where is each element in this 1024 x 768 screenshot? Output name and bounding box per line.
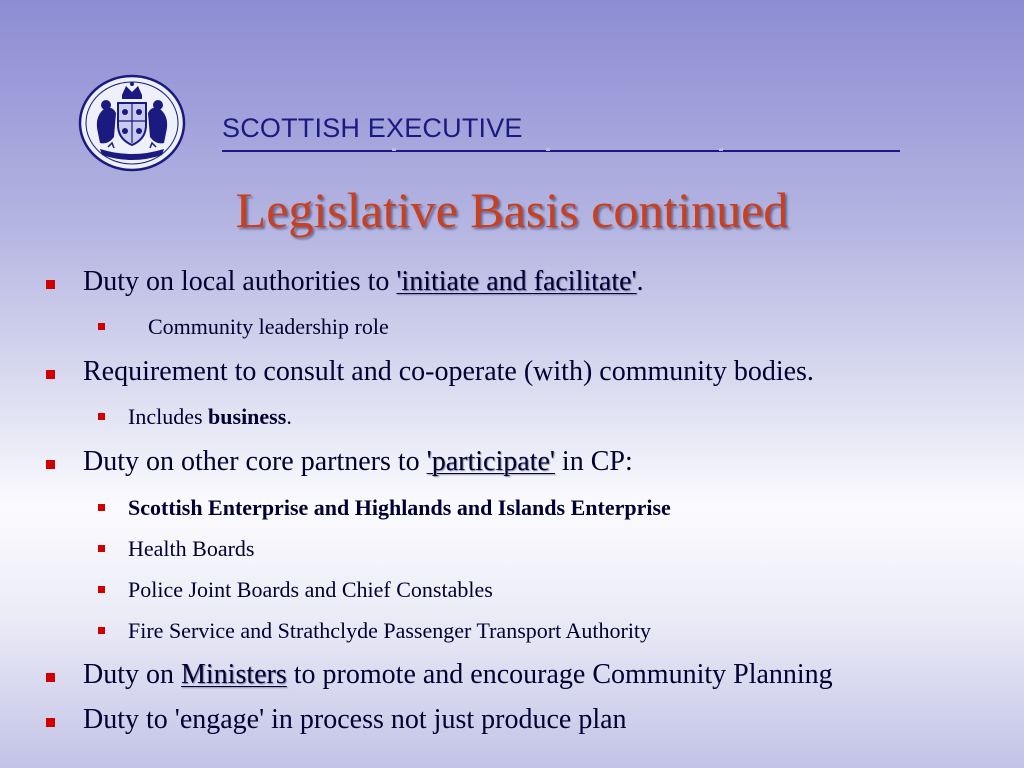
sub-bullet-item: Fire Service and Strathclyde Passenger Transport Authority	[128, 618, 652, 643]
emphasis-text: Ministers	[181, 659, 287, 690]
sub-bullet-item: Health Boards	[128, 536, 255, 561]
bullet-text: .	[636, 266, 644, 297]
sub-bullet-item: Scottish Enterprise and Highlands and Islands Enterprise	[128, 495, 671, 520]
sub-bullet-item: Community leadership role	[148, 314, 389, 339]
bullet-item: Requirement to consult and co-operate (with) community bodies.	[83, 356, 814, 387]
emphasis-text: business	[208, 404, 287, 429]
bullet-text: .	[286, 404, 292, 429]
sub-bullet-marker	[98, 323, 105, 330]
bullet-text: Duty on local authorities to	[83, 266, 397, 297]
slide-title: Legislative Basis continued	[235, 182, 789, 238]
sub-bullet-marker	[98, 627, 105, 634]
sub-bullet-marker	[98, 586, 105, 593]
bullet-marker	[46, 460, 55, 469]
bullet-marker	[46, 280, 55, 289]
bullet-item	[83, 266, 644, 298]
bullet-item: Duty to 'engage' in process not just produce plan	[83, 704, 627, 735]
bullet-marker	[46, 673, 55, 682]
sub-bullet-marker	[98, 504, 105, 511]
bullet-text: Duty on	[83, 659, 181, 690]
bullet-text: Includes	[128, 404, 209, 429]
sub-bullet-item	[128, 404, 292, 430]
sub-bullet-item: Police Joint Boards and Chief Constables	[128, 577, 493, 602]
bullet-text: Duty on other core partners to	[83, 446, 427, 477]
bullet-marker	[46, 370, 55, 379]
sub-bullet-marker	[98, 545, 105, 552]
emphasis-text: 'initiate and facilitate'	[396, 266, 637, 297]
bullet-text: to promote and encourage Community Planning	[286, 659, 833, 690]
bullet-item	[83, 659, 833, 691]
bullet-item	[83, 446, 633, 478]
sub-bullet-marker	[98, 413, 105, 420]
bullet-marker	[46, 718, 55, 727]
emphasis-text: 'participate'	[426, 446, 555, 477]
bullet-text: in CP:	[554, 446, 633, 477]
brand-name: SCOTTISH EXECUTIVE	[222, 113, 523, 143]
